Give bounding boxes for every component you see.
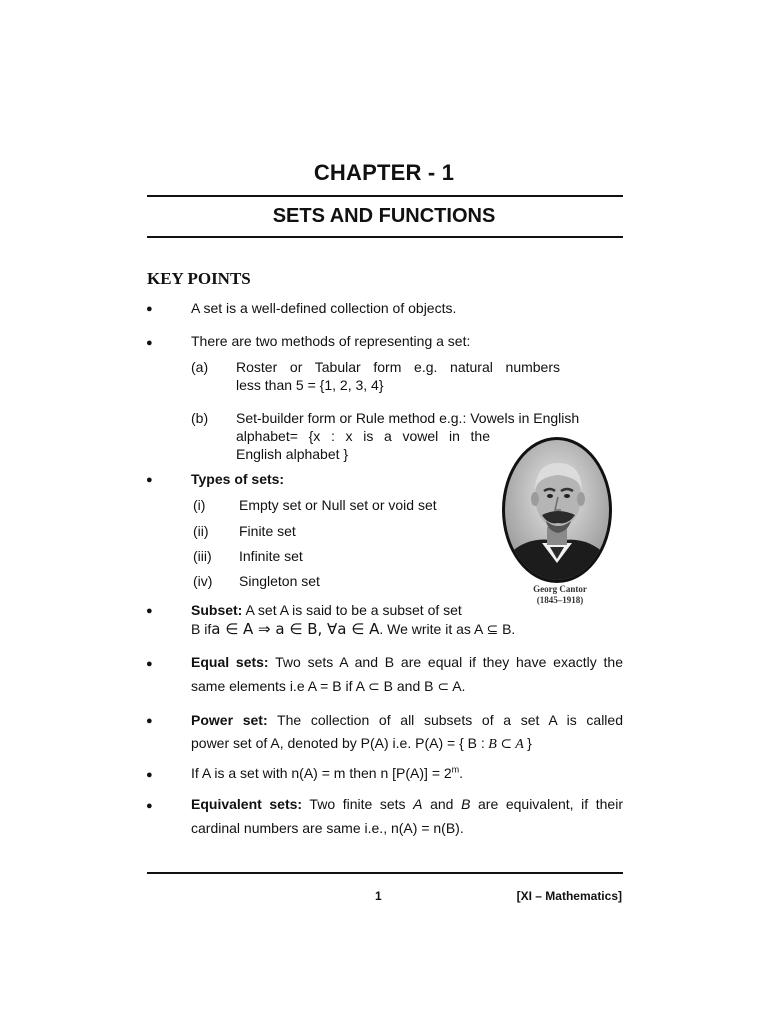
cantor-portrait-image: [500, 435, 620, 585]
equivalent-set-a: A: [413, 796, 423, 812]
power-set-definition: The collection of all subsets of a set A is called: [267, 712, 623, 728]
power-set-line-2-end: }: [527, 735, 532, 751]
bullet-icon: ●: [146, 715, 153, 727]
roster-line-2: less than 5 = {1, 2, 3, 4}: [236, 377, 384, 393]
bullet-icon: ●: [146, 303, 153, 315]
equal-sets-line-2: same elements i.e A = B if A ⊂ B and B ⊂ A.: [191, 678, 466, 694]
roster-label: (a): [191, 359, 209, 375]
chapter-title: SETS AND FUNCTIONS: [272, 205, 496, 227]
set-builder-line-1: Set-builder form or Rule method e.g.: Vowels in English: [236, 410, 580, 426]
bullet-icon: ●: [146, 658, 153, 670]
portrait-caption-years: (1845–1918): [536, 595, 584, 605]
portrait-caption-name: Georg Cantor: [533, 584, 587, 594]
type-singleton-set: Singleton set: [239, 573, 320, 589]
footer-rule: [147, 872, 623, 874]
power-set-line-2-start: power set of A, denoted by P(A) i.e. P(A) = { B :: [191, 735, 485, 751]
roster-line-1: Roster or Tabular form e.g. natural numbers: [236, 359, 560, 375]
type-number: (iv): [193, 573, 213, 589]
page-number: 1: [375, 889, 382, 903]
chapter-heading: CHAPTER - 1: [313, 160, 455, 185]
subset-line-2: [191, 620, 515, 638]
key-points-heading: KEY POINTS: [147, 269, 251, 288]
set-builder-line-2: alphabet= {x : x is a vowel in the: [236, 428, 490, 444]
bullet-icon: ●: [146, 800, 153, 812]
equal-sets-line-1: [191, 653, 623, 671]
type-number: (i): [193, 497, 206, 513]
equivalent-sets-term: Equivalent sets:: [191, 796, 303, 812]
equal-sets-definition: Two sets A and B are equal if they have exactly the: [268, 654, 623, 670]
power-set-cardinality: [191, 764, 463, 782]
title-underline-rule: [147, 236, 623, 238]
subset-term: Subset:: [191, 602, 243, 618]
cardinality-exponent: m: [451, 764, 460, 775]
power-set-line-1: [191, 711, 623, 729]
set-builder-label: (b): [191, 410, 209, 426]
book-title: [XI – Mathematics]: [516, 889, 622, 903]
power-set-math: B ⊂ A: [484, 737, 528, 752]
type-infinite-set: Infinite set: [239, 548, 303, 564]
equivalent-sets-text-b: and: [422, 796, 462, 812]
equal-sets-term: Equal sets:: [191, 654, 269, 670]
type-number: (iii): [193, 548, 212, 564]
cardinality-end: .: [459, 765, 464, 781]
subset-definition: A set A is said to be a subset of set: [242, 602, 462, 618]
set-builder-line-3: English alphabet }: [236, 446, 349, 462]
type-empty-set: Empty set or Null set or void set: [239, 497, 437, 513]
subset-line-2-end: . We write it as A ⊆ B.: [379, 621, 516, 637]
power-set-line-2: [191, 734, 532, 754]
type-finite-set: Finite set: [239, 523, 296, 539]
power-set-term: Power set:: [191, 712, 268, 728]
bullet-icon: ●: [146, 337, 153, 349]
equivalent-sets-line-1: [191, 795, 623, 813]
representation-methods-text: There are two methods of representing a set:: [191, 333, 471, 349]
bullet-icon: ●: [146, 474, 153, 486]
subset-expression: a ∈ A ⇒ a ∈ B, ∀a ∈ A: [211, 620, 380, 638]
top-rule: [147, 195, 623, 197]
type-number: (ii): [193, 523, 209, 539]
types-of-sets-title: Types of sets:: [191, 471, 285, 487]
bullet-icon: ●: [146, 605, 153, 617]
subset-line-1: [191, 601, 462, 619]
definition-set: A set is a well-defined collection of objects.: [191, 300, 457, 316]
bullet-icon: ●: [146, 769, 153, 781]
cardinality-text: If A is a set with n(A) = m then n [P(A)] = 2: [191, 765, 452, 781]
subset-line-2-start: B if: [191, 621, 212, 637]
equivalent-sets-line-2: cardinal numbers are same i.e., n(A) = n(B).: [191, 820, 464, 836]
equivalent-sets-text-a: Two finite sets: [302, 796, 414, 812]
equivalent-set-b: B: [461, 796, 471, 812]
equivalent-sets-text-c: are equivalent, if their: [470, 796, 623, 812]
